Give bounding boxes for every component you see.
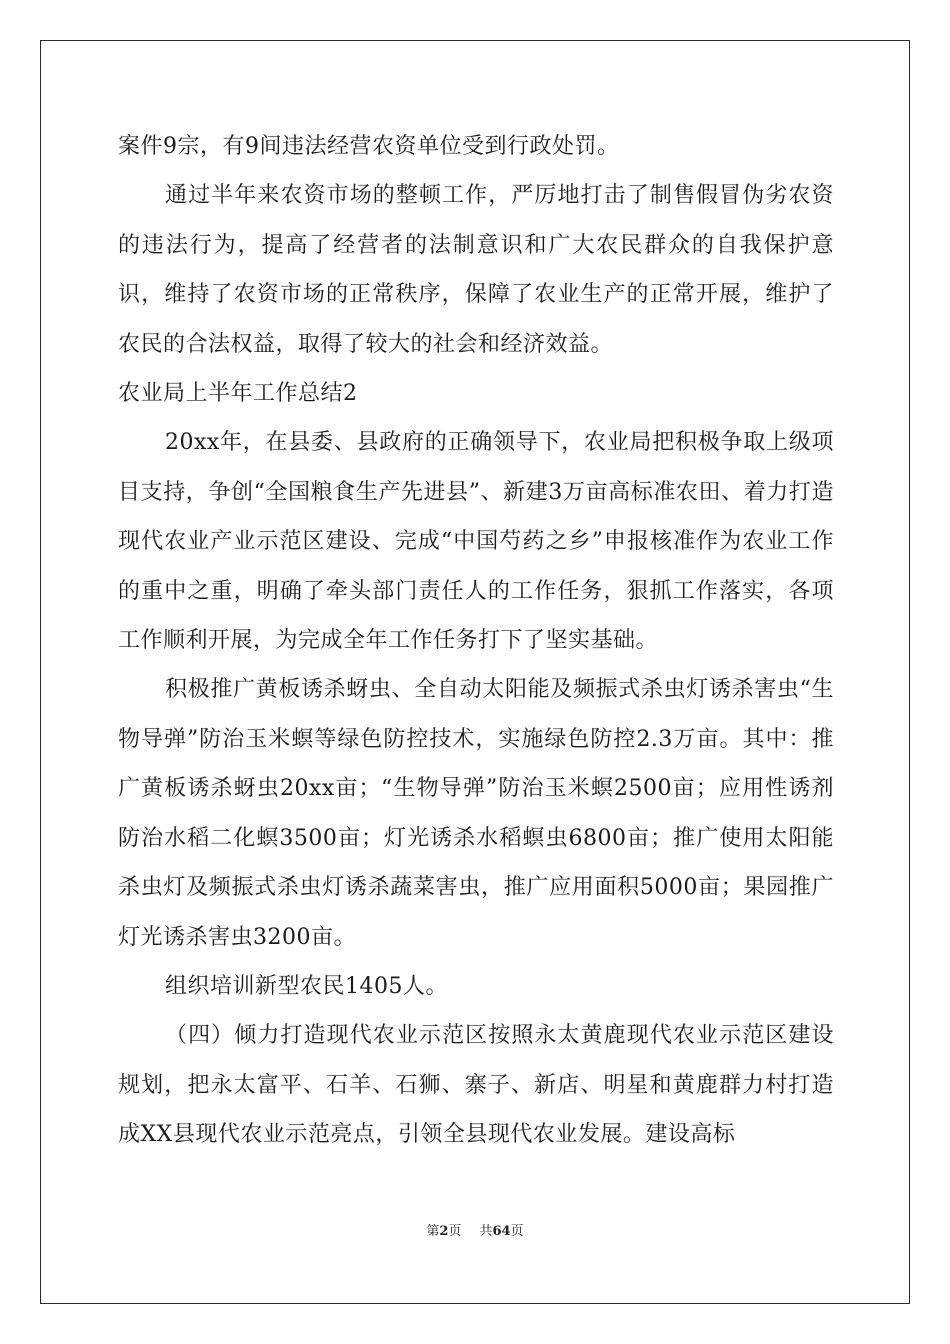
footer-total-pages: 64 bbox=[492, 1224, 511, 1239]
paragraph-farmer-training: 组织培训新型农民1405人。 bbox=[165, 973, 448, 999]
paragraph-overview: 20xx年，在县委、县政府的正确领导下，农业局把积极争取上级项目支持，争创“全国粮食生产先进县”、新建3万亩高标准农田、着力打造现代农业产业示范区建设、完成“中国芍药之乡”申报核准作为农业工作的重中之重，明确了牵头部门责任人的工作任务，狠抓工作落实，各项工作顺利开展，为完成全年工作任务打下了坚实基础。 bbox=[118, 430, 834, 654]
paragraph-green-pest-control: 积极推广黄板诱杀蚜虫、全自动太阳能及频振式杀虫灯诱杀害虫“生物导弹”防治玉米螟等绿色防控技术，实施绿色防控2.3万亩。其中：推广黄板诱杀蚜虫20xx亩；“生物导弹”防治玉米螟2500亩；应用性诱剂防治水稻二化螟3500亩；灯光诱杀水稻螟虫6800亩；推广使用太阳能杀虫灯及频振式杀虫灯诱杀蔬菜害虫，推广应用面积5000亩；果园推广灯光诱杀害虫3200亩。 bbox=[118, 677, 834, 950]
paragraph-continuation: 案件9宗，有9间违法经营农资单位受到行政处罚。 bbox=[118, 134, 620, 159]
footer-page-prefix: 第 bbox=[426, 1224, 440, 1239]
footer-page-suffix: 页 bbox=[448, 1224, 462, 1239]
paragraph-demo-zone: （四）倾力打造现代农业示范区按照永太黄鹿现代农业示范区建设规划，把永太富平、石羊、石狮、寨子、新店、明星和黄鹿群力村打造成XX县现代农业示范亮点，引领全县现代农业发展。建设高标 bbox=[118, 1023, 834, 1148]
paragraph-market-rectification: 通过半年来农资市场的整顿工作，严厉地打击了制售假冒伪劣农资的违法行为，提高了经营者的法制意识和广大农民群众的自我保护意识，维持了农资市场的正常秩序，保障了农业生产的正常开展，维护了农民的合法权益，取得了较大的社会和经济效益。 bbox=[118, 183, 834, 357]
footer-page-number: 2 bbox=[439, 1224, 449, 1239]
footer-total-prefix: 共 bbox=[479, 1224, 493, 1239]
section-heading: 农业局上半年工作总结2 bbox=[118, 381, 358, 407]
page-footer bbox=[0, 1220, 950, 1239]
footer-total-suffix: 页 bbox=[510, 1224, 524, 1239]
document-body bbox=[118, 122, 834, 1160]
